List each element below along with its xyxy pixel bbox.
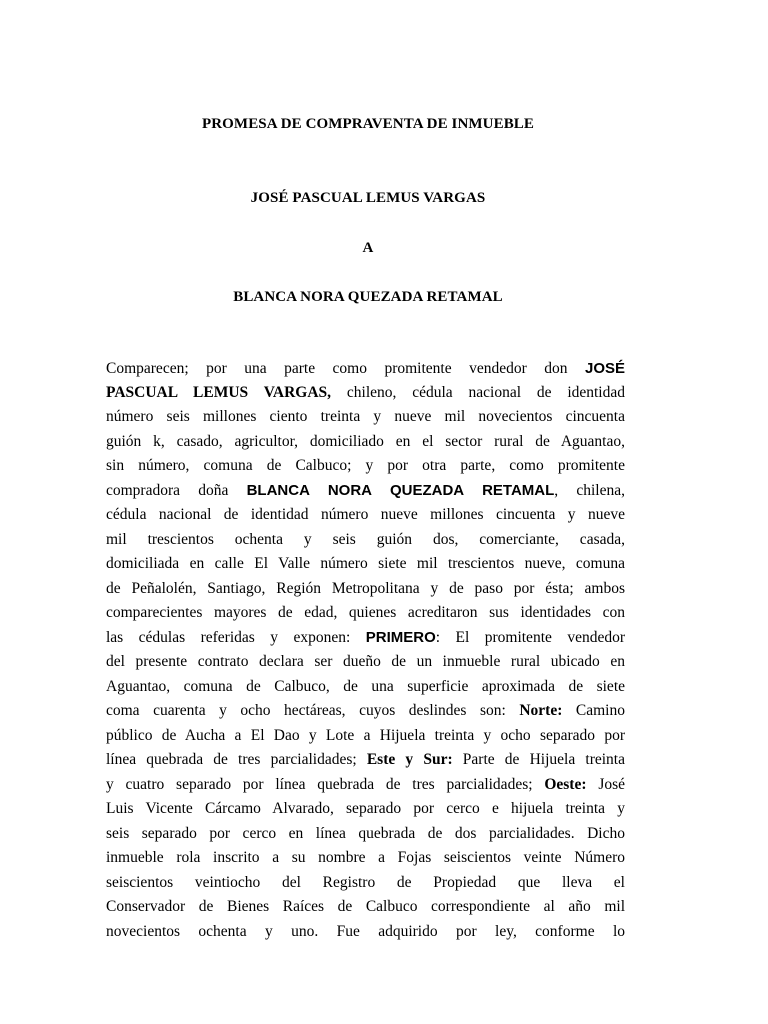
body-line: público de Aucha a El Dao y Lote a Hijuela treinta y ocho separado por bbox=[106, 727, 625, 744]
seller-name-bold: JOSÉ bbox=[584, 360, 626, 377]
body-line: seis separado por cerco en línea quebrada de dos parcialidades. Dicho bbox=[106, 825, 625, 842]
body-text: , chilena, bbox=[554, 482, 625, 499]
body-text: : El promitente vendedor bbox=[435, 629, 625, 646]
buyer-name-bold: BLANCA NORA QUEZADA RETAMAL bbox=[246, 482, 555, 499]
body-line: seiscientos veintiocho del Registro de Propiedad que lleva el bbox=[106, 874, 625, 891]
body-text: José bbox=[598, 776, 626, 793]
body-line: comparecientes mayores de edad, quienes acreditaron sus identidades con bbox=[106, 604, 625, 621]
body-line: del presente contrato declara ser dueño de un inmueble rural ubicado en bbox=[106, 653, 625, 670]
body-line: Conservador de Bienes Raíces de Calbuco correspondiente al año mil bbox=[106, 898, 625, 915]
seller-name-bold: PASCUAL LEMUS VARGAS, bbox=[106, 384, 332, 401]
body-text: Comparecen; por una parte como promitente vendedor don bbox=[106, 360, 568, 377]
body-line: Aguantao, comuna de Calbuco, de una superficie aproximada de siete bbox=[106, 678, 625, 695]
party-one-name: JOSÉ PASCUAL LEMUS VARGAS bbox=[250, 190, 486, 206]
body-line: guión k, casado, agricultor, domiciliado en el sector rural de Aguantao, bbox=[106, 433, 625, 450]
body-line: cédula nacional de identidad número nueve millones cincuenta y nueve bbox=[106, 506, 625, 523]
body-text: Camino bbox=[575, 702, 625, 719]
party-connector: A bbox=[362, 240, 374, 256]
body-text: coma cuarenta y ocho hectáreas, cuyos deslindes son: bbox=[106, 702, 506, 719]
body-line bbox=[106, 626, 625, 650]
body-line bbox=[106, 748, 625, 772]
body-line: de Peñalolén, Santiago, Región Metropolitana y de paso por ésta; ambos bbox=[106, 580, 625, 597]
party-two-name: BLANCA NORA QUEZADA RETAMAL bbox=[233, 289, 503, 305]
body-line: domiciliada en calle El Valle número siete mil trescientos nueve, comuna bbox=[106, 555, 625, 572]
body-line bbox=[106, 773, 625, 797]
boundary-west-label: Oeste: bbox=[544, 776, 587, 793]
body-text: línea quebrada de tres parcialidades; bbox=[106, 751, 357, 768]
body-line: Luis Vicente Cárcamo Alvarado, separado por cerco e hijuela treinta y bbox=[106, 800, 625, 817]
body-text: Parte de Hijuela treinta bbox=[462, 751, 625, 768]
body-text: las cédulas referidas y exponen: bbox=[106, 629, 351, 646]
body-text: compradora doña bbox=[106, 482, 229, 499]
body-line bbox=[106, 357, 625, 381]
body-text: chileno, cédula nacional de identidad bbox=[346, 384, 625, 401]
body-line: número seis millones ciento treinta y nueve mil novecientos cincuenta bbox=[106, 408, 625, 425]
body-line: inmueble rola inscrito a su nombre a Fojas seiscientos veinte Número bbox=[106, 849, 625, 866]
body-line bbox=[106, 479, 625, 503]
clause-primero-label: PRIMERO bbox=[365, 629, 436, 646]
boundary-north-label: Norte: bbox=[519, 702, 563, 719]
boundary-east-south-label: Este y Sur: bbox=[366, 751, 453, 768]
body-line bbox=[106, 699, 625, 723]
body-text: y cuatro separado por línea quebrada de tres parcialidades; bbox=[106, 776, 533, 793]
body-line: novecientos ochenta y uno. Fue adquirido por ley, conforme lo bbox=[106, 923, 625, 940]
body-line: sin número, comuna de Calbuco; y por otra parte, como promitente bbox=[106, 457, 625, 474]
body-line bbox=[106, 381, 625, 405]
document-title: PROMESA DE COMPRAVENTA DE INMUEBLE bbox=[201, 116, 535, 132]
body-line: mil trescientos ochenta y seis guión dos, comerciante, casada, bbox=[106, 531, 625, 548]
